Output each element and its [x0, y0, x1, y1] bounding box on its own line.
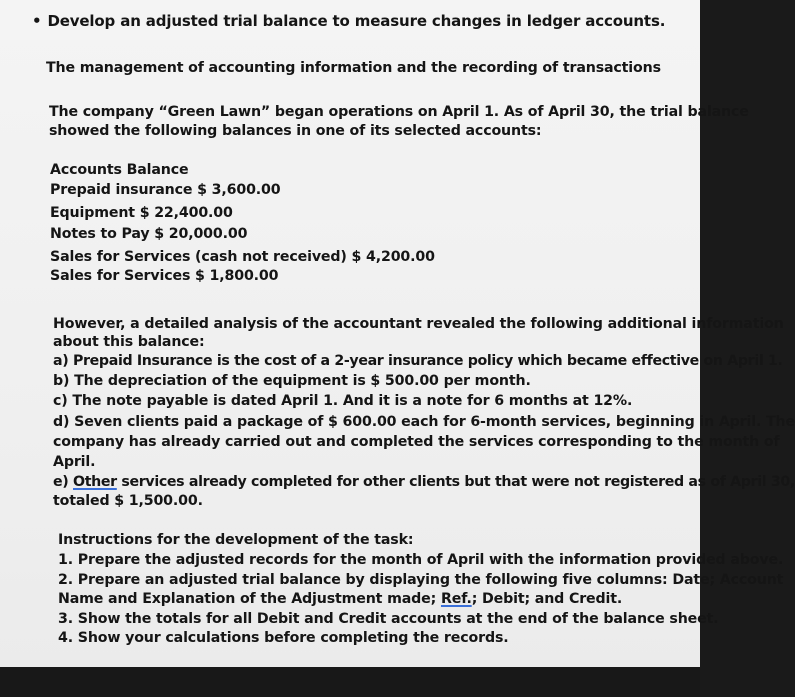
account-row: Sales for Services $ 1,800.00: [50, 268, 279, 284]
analysis-item-d-end: April.: [53, 454, 96, 470]
instruction-2-ref: Ref.: [440, 591, 472, 607]
intro-line-1: The company “Green Lawn” began operations on April 1. As of April 30, the trial balance: [49, 104, 749, 120]
instruction-3: 3. Show the totals for all Debit and Credit accounts at the end of the balance sheet.: [58, 611, 719, 627]
instruction-1: 1. Prepare the adjusted records for the month of April with the information provided above.: [58, 552, 784, 568]
account-row: Sales for Services (cash not received) $ 4,200.00: [50, 249, 435, 265]
item-e-rest: services already completed for other clients but that were not registered as of April 30,: [116, 474, 795, 490]
instruction-2-before: Name and Explanation of the Adjustment made;: [58, 591, 441, 607]
instruction-2-cont: [58, 591, 622, 607]
instruction-2: 2. Prepare an adjusted trial balance by displaying the following five columns: Date; Account: [58, 572, 784, 588]
item-e-prefix: e): [53, 474, 73, 490]
analysis-item-d-cont: company has already carried out and completed the services corresponding to the month of: [53, 434, 780, 450]
analysis-item-a: a) Prepaid Insurance is the cost of a 2-year insurance policy which became effective on April 1.: [53, 353, 783, 369]
account-row: Notes to Pay $ 20,000.00: [50, 226, 248, 242]
analysis-item-b: b) The depreciation of the equipment is $ 500.00 per month.: [53, 373, 531, 389]
analysis-item-c: c) The note payable is dated April 1. And it is a note for 6 months at 12%.: [53, 393, 633, 409]
analysis-intro-1: However, a detailed analysis of the accountant revealed the following additional information: [53, 316, 784, 332]
instructions-title: Instructions for the development of the task:: [58, 532, 414, 548]
account-row: Prepaid insurance $ 3,600.00: [50, 182, 281, 198]
instruction-4: 4. Show your calculations before completing the records.: [58, 630, 509, 646]
bullet: •: [32, 12, 42, 30]
dark-background-strip: [0, 667, 700, 697]
analysis-item-e-cont: totaled $ 1,500.00.: [53, 493, 203, 509]
account-row: Equipment $ 22,400.00: [50, 205, 233, 221]
heading-text: Develop an adjusted trial balance to measure changes in ledger accounts.: [47, 12, 666, 30]
subheading: The management of accounting information and the recording of transactions: [46, 60, 661, 76]
analysis-item-d: d) Seven clients paid a package of $ 600.00 each for 6-month services, beginning in April. The: [53, 414, 795, 430]
heading: [32, 12, 665, 30]
instruction-2-after: ; Debit; and Credit.: [471, 591, 623, 607]
intro-line-2: showed the following balances in one of its selected accounts:: [49, 123, 542, 139]
analysis-item-e: [53, 474, 795, 490]
analysis-intro-2: about this balance:: [53, 334, 205, 350]
item-e-other-word: Other: [73, 474, 117, 490]
accounts-header: Accounts Balance: [50, 162, 189, 178]
